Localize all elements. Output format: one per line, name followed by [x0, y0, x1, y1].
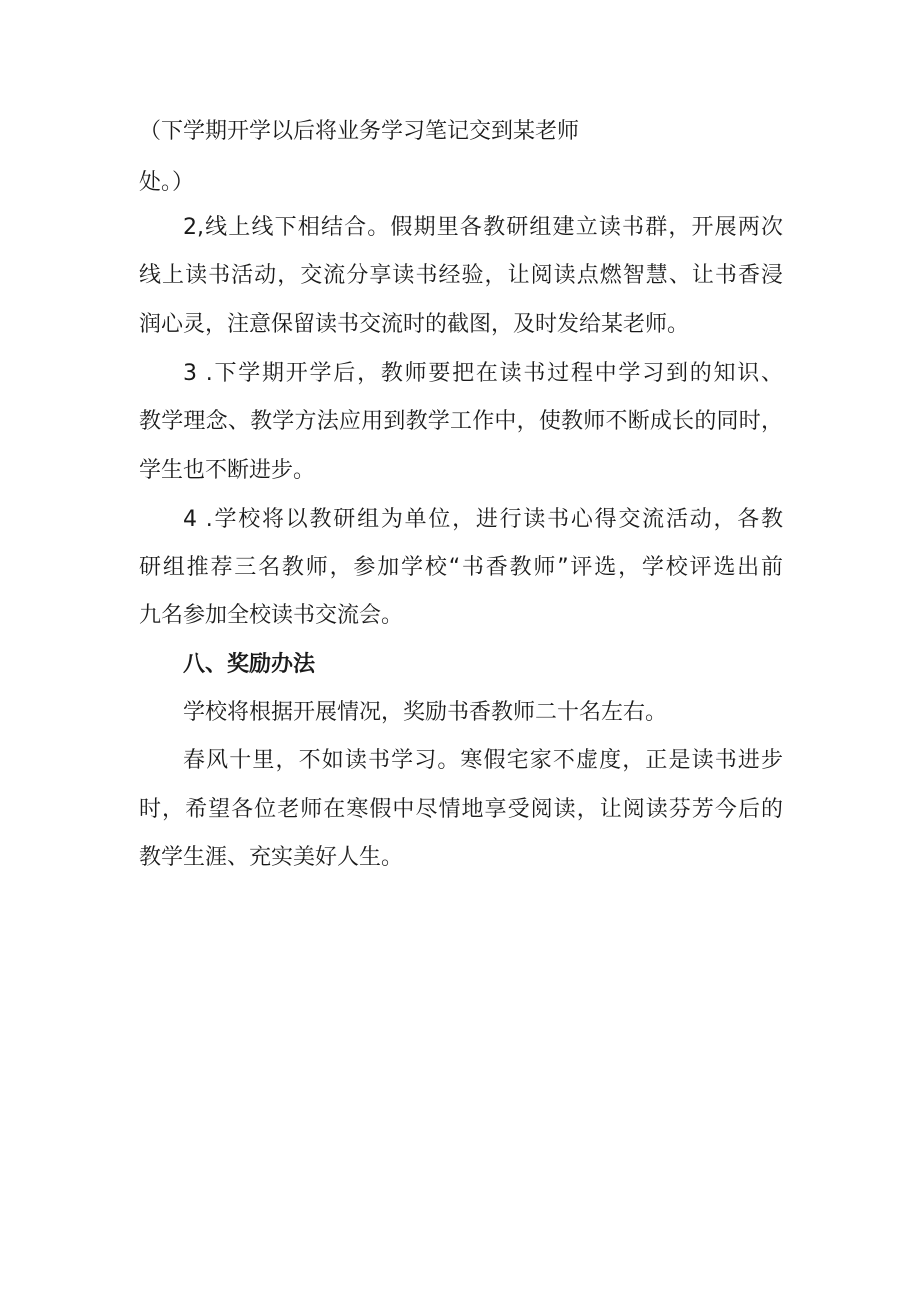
text-line-item-3-start: 3 .下学期开学后，教师要把在读书过程中学习到的知识、	[183, 361, 783, 386]
text-line-rewards: 学校将根据开展情况，奖励书香教师二十名左右。	[183, 700, 668, 725]
text-line-item-4-end: 九名参加全校读书交流会。	[139, 603, 404, 628]
text-line-closing-end: 教学生涯、充实美好人生。	[139, 845, 404, 870]
text-line-note-continued: （下学期开学以后将业务学习笔记交到某老师	[139, 119, 580, 144]
text-line-item-2-end: 润心灵，注意保留读书交流时的截图，及时发给某老师。	[139, 312, 690, 337]
text-line-note-end: 处。）	[139, 170, 195, 195]
text-line-closing-start: 春风十里，不如读书学习。寒假宅家不虚度，正是读书进步	[183, 748, 783, 773]
text-line-item-4-middle: 研组推荐三名教师，参加学校“书香教师”评选，学校评选出前	[139, 555, 783, 580]
text-line-closing-middle: 时，希望各位老师在寒假中尽情地享受阅读，让阅读芬芳今后的	[139, 797, 783, 822]
text-line-item-2-start: 2,线上线下相结合。假期里各教研组建立读书群，开展两次	[183, 215, 783, 240]
text-line-item-2-middle: 线上读书活动，交流分享读书经验，让阅读点燃智慧、让书香浸	[139, 263, 783, 288]
section-heading-rewards: 八、奖励办法	[183, 652, 316, 677]
text-line-item-3-end: 学生也不断进步。	[139, 458, 316, 483]
text-line-item-3-middle: 教学理念、教学方法应用到教学工作中，使教师不断成长的同时，	[139, 409, 783, 434]
text-line-item-4-start: 4 .学校将以教研组为单位，进行读书心得交流活动，各教	[183, 507, 783, 532]
